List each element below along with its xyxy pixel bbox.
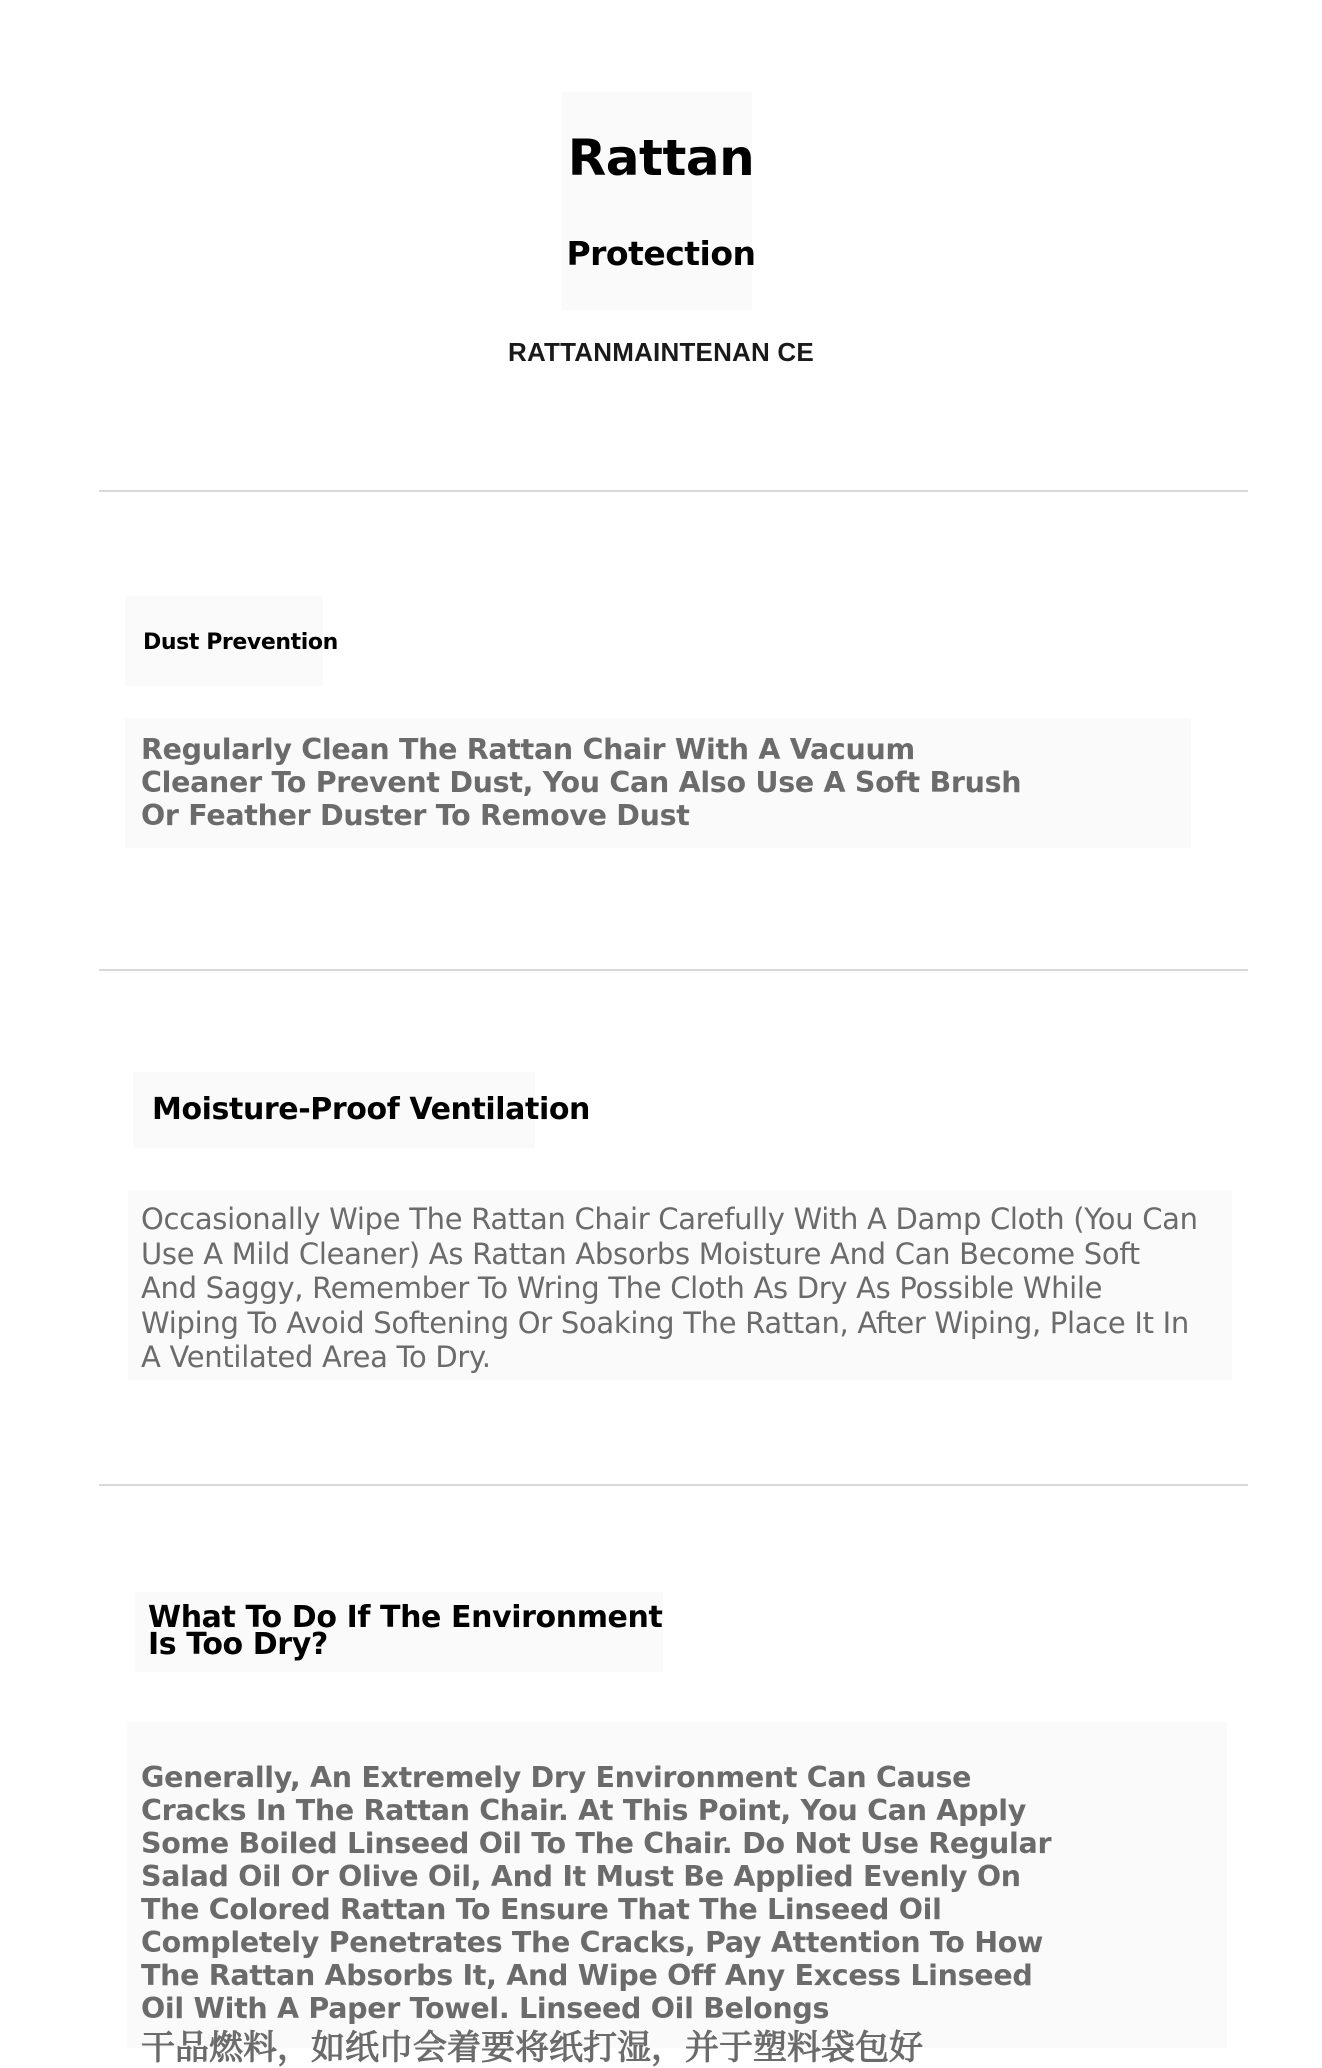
- section-body-dust-prevention: Regularly Clean The Rattan Chair With A Vacuum Cleaner To Prevent Dust, You Can Also Use A Soft Brush Or Feather Duster To Remove Dust: [141, 733, 1022, 832]
- divider-top: [99, 490, 1248, 492]
- page-subtitle: Protection: [566, 234, 756, 273]
- section-heading-dust-prevention: Dust Prevention: [143, 630, 338, 655]
- divider-1: [99, 969, 1248, 971]
- section-heading-too-dry: What To Do If The Environment Is Too Dry?: [148, 1600, 663, 1662]
- title-panel: [562, 92, 752, 310]
- page-title: Rattan: [567, 129, 755, 187]
- section-body-moisture-proof: Occasionally Wipe The Rattan Chair Carefully With A Damp Cloth (You Can Use A Mild Cleaner) As Rattan Absorbs Moisture And Can Become Soft And Saggy, Remember To Wring The Cloth As Dry As Possible While Wiping To Avoid Softening Or Soaking The Rattan, After Wiping, Place It In A Ventilated Area To Dry.: [141, 1202, 1198, 1374]
- section-heading-moisture-proof: Moisture-Proof Ventilation: [152, 1092, 591, 1127]
- section-kicker: RATTANMAINTENAN CE: [508, 337, 814, 367]
- section-body-too-dry: Generally, An Extremely Dry Environment Can Cause Cracks In The Rattan Chair. At This Point, You Can Apply Some Boiled Linseed Oil To The Chair. Do Not Use Regular Salad Oil Or Olive Oil, And It Must Be Applied Evenly On The Colored Rattan To Ensure That The Linseed Oil Completely Penetrates The Cracks, Pay Attention To How The Rattan Absorbs It, And Wipe Off Any Excess Linseed Oil With A Paper Towel. Linseed Oil Belongs: [141, 1761, 1052, 2025]
- section-body-too-dry-cutoff: 干品燃料，如纸巾会着要将纸打湿，并于塑料袋包好: [141, 2029, 923, 2067]
- divider-2: [99, 1484, 1248, 1486]
